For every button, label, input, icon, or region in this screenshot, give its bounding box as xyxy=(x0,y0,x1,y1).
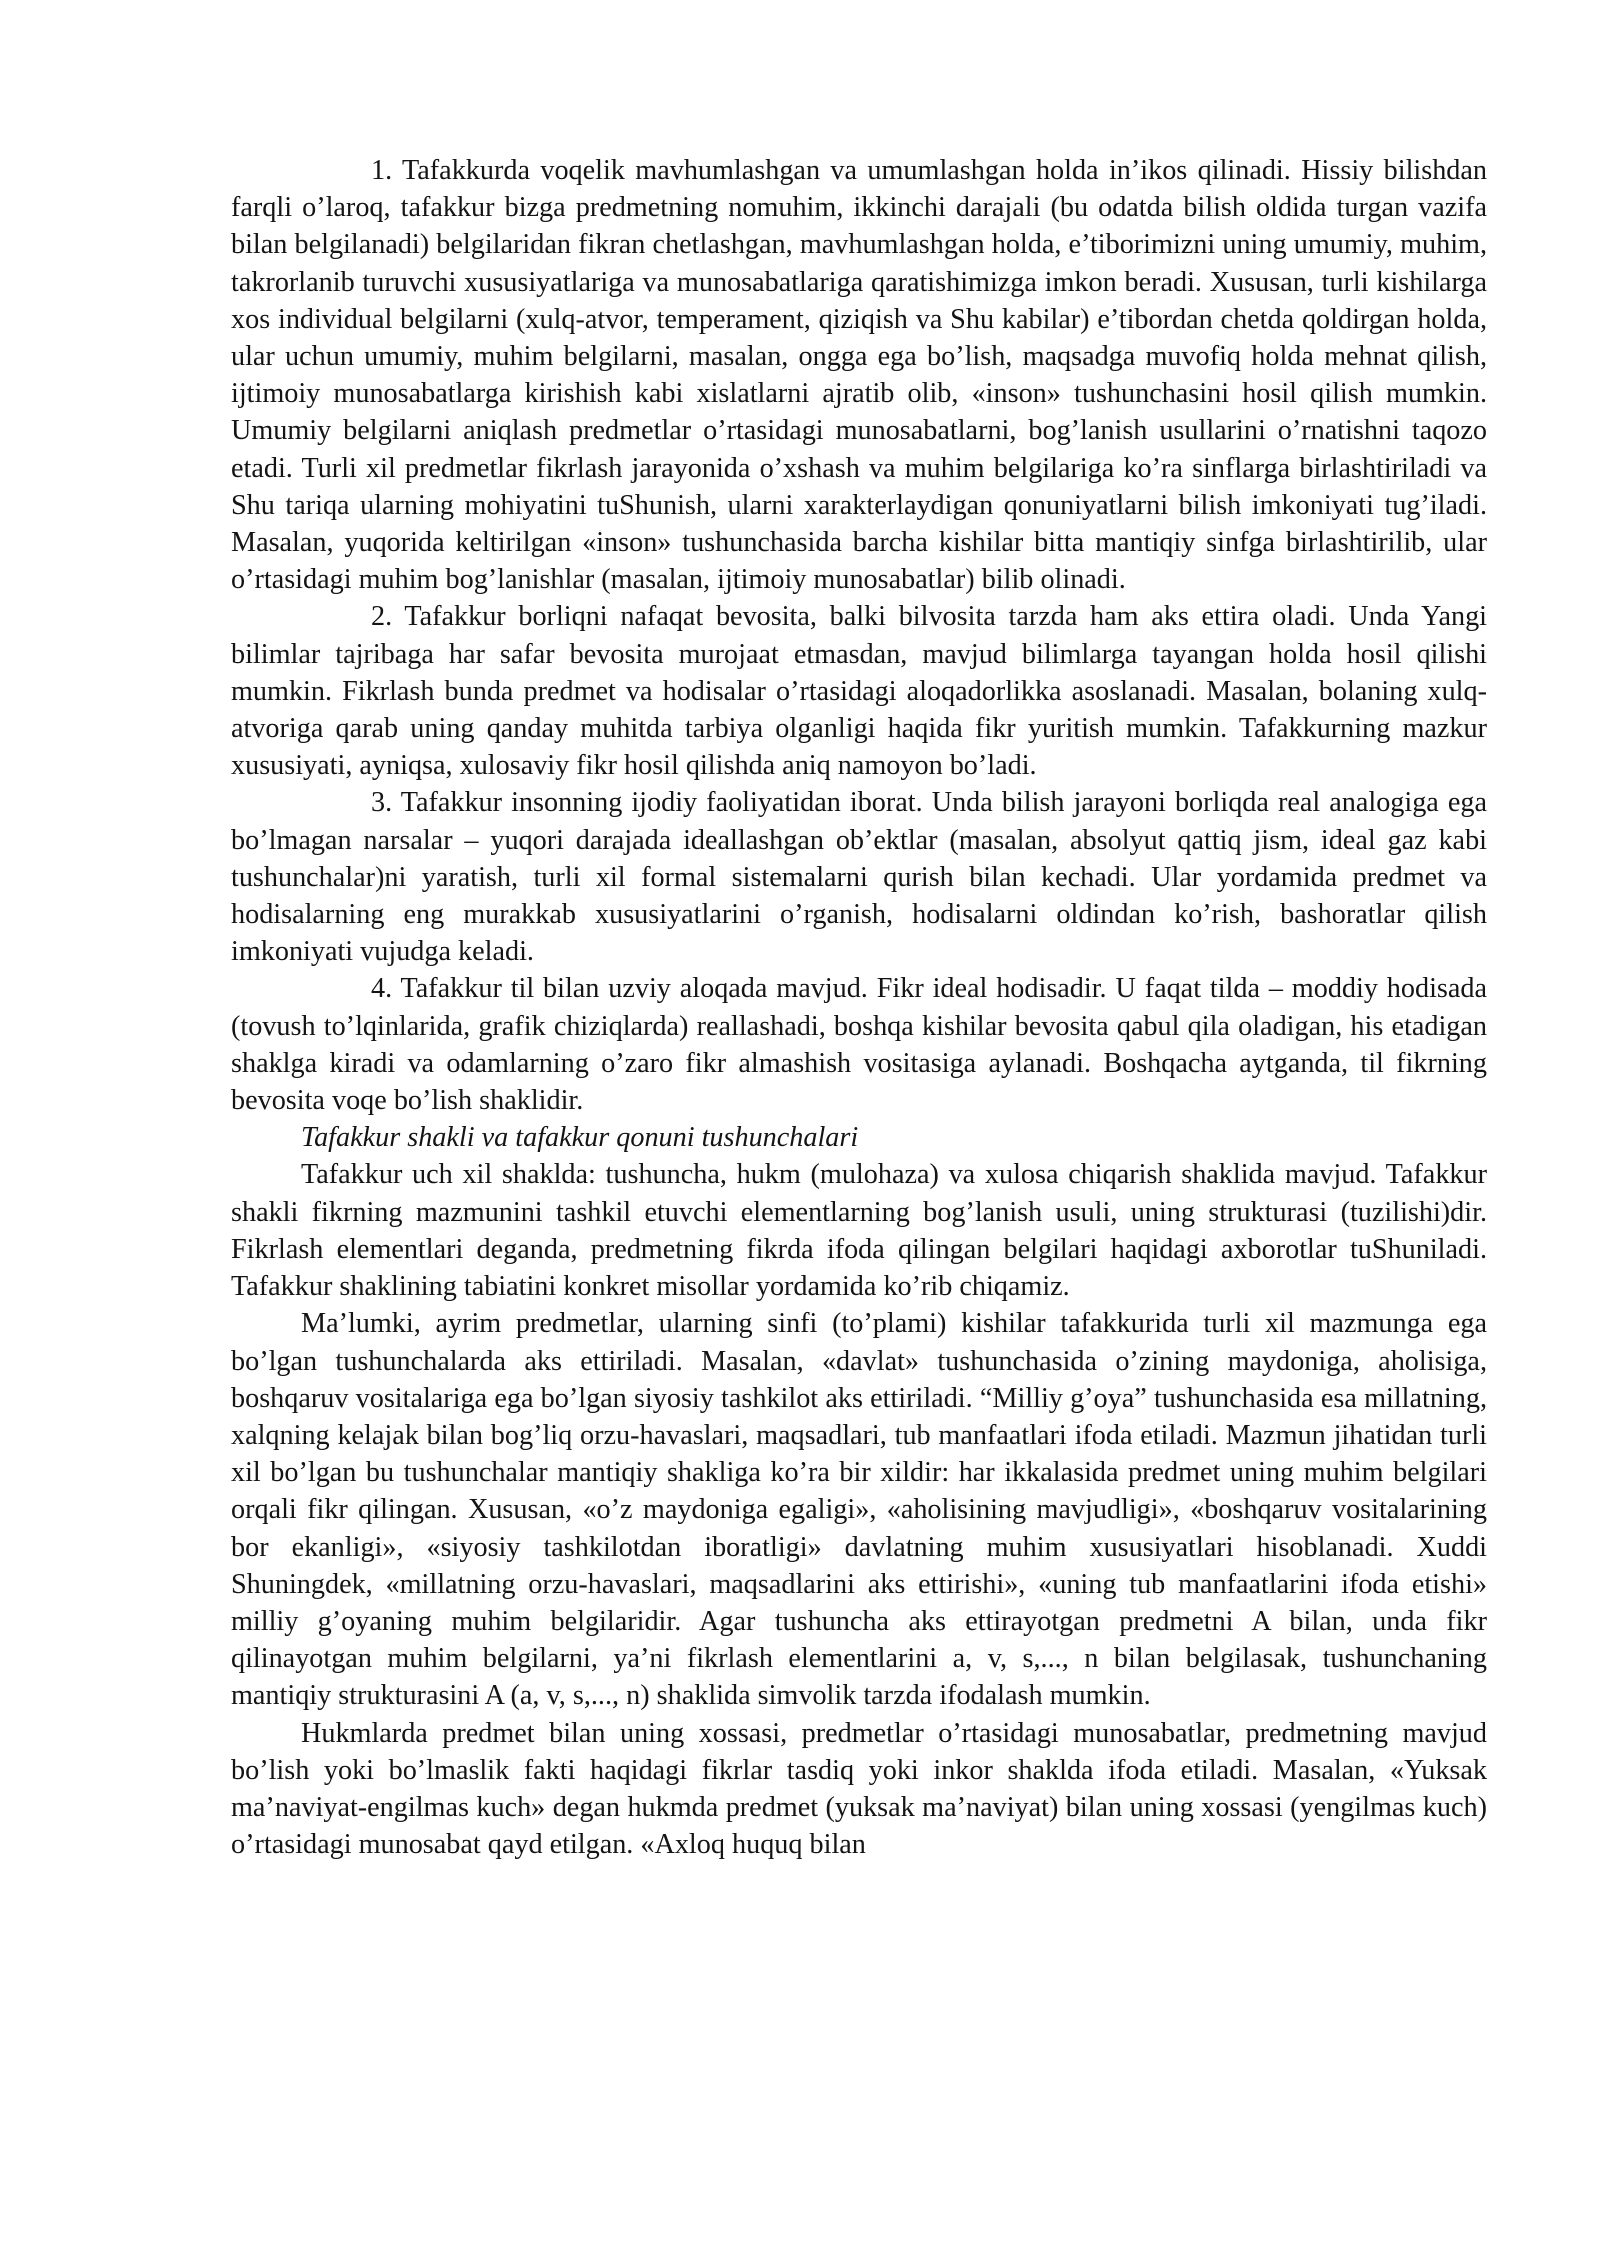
section-heading: Tafakkur shakli va tafakkur qonuni tushunchalari xyxy=(301,1122,859,1154)
list-number: 1. xyxy=(371,155,393,186)
list-item-text: Tafakkur til bilan uzviy aloqada mavjud. Fikr ideal hodisadir. U faqat tilda – moddiy hodisada (tovush to’lqinlarida, grafik chiziqlarda) reallashadi, boshqa kishilar bevosita qabul qila oladigan, his etadigan shaklga kiradi va odamlarning o’zaro fikr almashish vositasiga aylanadi. Boshqacha aytganda, til fikrning bevosita voqe bo’lish shaklidir. xyxy=(231,973,1487,1117)
body-paragraph: Ma’lumki, ayrim predmetlar, ularning sinfi (to’plami) kishilar tafakkurida turli xil mazmunga ega bo’lgan tushunchalarda aks ettiriladi. Masalan, «davlat» tushunchasida o’zining maydoniga, aholisiga, boshqaruv vositalariga ega bo’lgan siyosiy tashkilot aks ettiriladi. “Milliy g’oya” tushunchasida esa millatning, xalqning kelajak bilan bog’liq orzu-havaslari, maqsadlari, tub manfaatlari ifoda etiladi. Mazmun jihatidan turli xil bo’lgan bu tushunchalar mantiqiy shakliga ko’ra bir xildir: har ikkalasida predmet uning muhim belgilari orqali fikr qilingan. Xususan, «o’z maydoniga egaligi», «aholisining mavjudligi», «boshqaruv vositalarining bor ekanligi», «siyosiy tashkilotdan iboratligi» davlatning muhim xususiyatlari hisoblanadi. Xuddi Shuningdek, «millatning orzu-havaslari, maqsadlarini aks ettirishi», «uning tub manfaatlarini ifoda etishi» milliy g’oyaning muhim belgilaridir. Agar tushuncha aks ettirayotgan predmetni A bilan, unda fikr qilinayotgan muhim belgilarni, ya’ni fikrlash elementlarini a, v, s,..., n bilan belgilasak, tushunchaning mantiqiy strukturasini A (a, v, s,..., n) shaklida simvolik tarzda ifodalash mumkin. xyxy=(231,1308,1487,1712)
list-item-2 xyxy=(231,598,1487,784)
list-number: 3. xyxy=(371,787,393,819)
body-paragraph: Hukmlarda predmet bilan uning xossasi, predmetlar o’rtasidagi munosabatlar, predmetning mavjud bo’lish yoki bo’lmaslik fakti haqidagi fikrlar tasdiq yoki inkor shaklda ifoda etiladi. Masalan, «Yuksak ma’naviyat-engilmas kuch» degan hukmda predmet (yuksak ma’naviyat) bilan uning xossasi (yengilmas kuch) o’rtasidagi munosabat qayd etilgan. «Axloq huquq bilan xyxy=(231,1717,1487,1861)
list-item-text: Tafakkurda voqelik mavhumlashgan va umumlashgan holda in’ikos qilinadi. Hissiy bilishdan farqli o’laroq, tafakkur bizga predmetning nomuhim, ikkinchi darajali (bu odatda bilish oldida turgan vazifa bilan belgilanadi) belgilaridan fikran chetlashgan, mavhumlashgan holda, e’tiborimizni uning umumiy, muhim, takrorlanib turuvchi xususiyatlariga va munosabatlariga qaratishimizga imkon beradi. Xususan, turli kishilarga xos individual belgilarni (xulq-atvor, temperament, qiziqish va Shu kabilar) e’tibordan chetda qoldirgan holda, ular uchun umumiy, muhim belgilarni, masalan, ongga ega bo’lish, maqsadga muvofiq holda mehnat qilish, ijtimoiy munosabatlarga kirishish kabi xislatlarni ajratib olib, «inson» tushunchasini hosil qilish mumkin. Umumiy belgilarni aniqlash predmetlar o’rtasidagi munosabatlarni, bog’lanish usullarini o’rnatishni taqozo etadi. Turli xil predmetlar fikrlash jarayonida o’xshash va muhim belgilariga ko’ra sinflarga birlashtiriladi va Shu tariqa ularning mohiyatini tuShunish, ularni xarakterlaydigan qonuniyatlarni bilish imkoniyati tug’iladi. Masalan, yuqorida keltirilgan «inson» tushunchasida barcha kishilar bitta mantiqiy sinfga birlashtirilib, ular o’rtasidagi muhim bog’lanishlar (masalan, ijtimoiy munosabatlar) bilib olinadi. xyxy=(231,155,1487,596)
list-item-text: Tafakkur borliqni nafaqat bevosita, balki bilvosita tarzda ham aks ettira oladi. Unda Yangi bilimlar tajribaga har safar bevosita murojaat etmasdan, mavjud bilimlarga tayangan holda hosil qilishi mumkin. Fikrlash bunda predmet va hodisalar o’rtasidagi aloqadorlikka asoslanadi. Masalan, bolaning xulq-atvoriga qarab uning qanday muhitda tarbiya olganligi haqida fikr yuritish mumkin. Tafakkurning mazkur xususiyati, ayniqsa, xulosaviy fikr hosil qilishda aniq namoyon bo’ladi. xyxy=(231,601,1488,782)
list-number: 2. xyxy=(371,601,393,633)
document-page xyxy=(231,152,1487,1863)
list-item-4 xyxy=(231,970,1487,1119)
list-item-text: Tafakkur insonning ijodiy faoliyatidan iborat. Unda bilish jarayoni borliqda real analogiga ega bo’lmagan narsalar – yuqori darajada ideallashgan ob’ektlar (masalan, absolyut qattiq jism, ideal gaz kabi tushunchalar)ni yaratish, turli xil formal sistemalarni qurish bilan kechadi. Ular yordamida predmet va hodisalarning eng murakkab xususiyatlarini o’rganish, hodisalarni oldindan ko’rish, bashoratlar qilish imkoniyati vujudga keladi. xyxy=(231,787,1487,968)
list-item-1 xyxy=(231,152,1487,598)
body-paragraph: Tafakkur uch xil shaklda: tushuncha, hukm (mulohaza) va xulosa chiqarish shaklida mavjud. Tafakkur shakli fikrning mazmunini tashkil etuvchi elementlarning bog’lanish usuli, uning strukturasi (tuzilishi)dir. Fikrlash elementlari deganda, predmetning fikrda ifoda qilingan belgilari haqidagi axborotlar tuShuniladi. Tafakkur shaklining tabiatini konkret misollar yordamida ko’rib chiqamiz. xyxy=(231,1159,1487,1303)
list-number: 4. xyxy=(371,973,393,1005)
list-item-3 xyxy=(231,784,1487,970)
